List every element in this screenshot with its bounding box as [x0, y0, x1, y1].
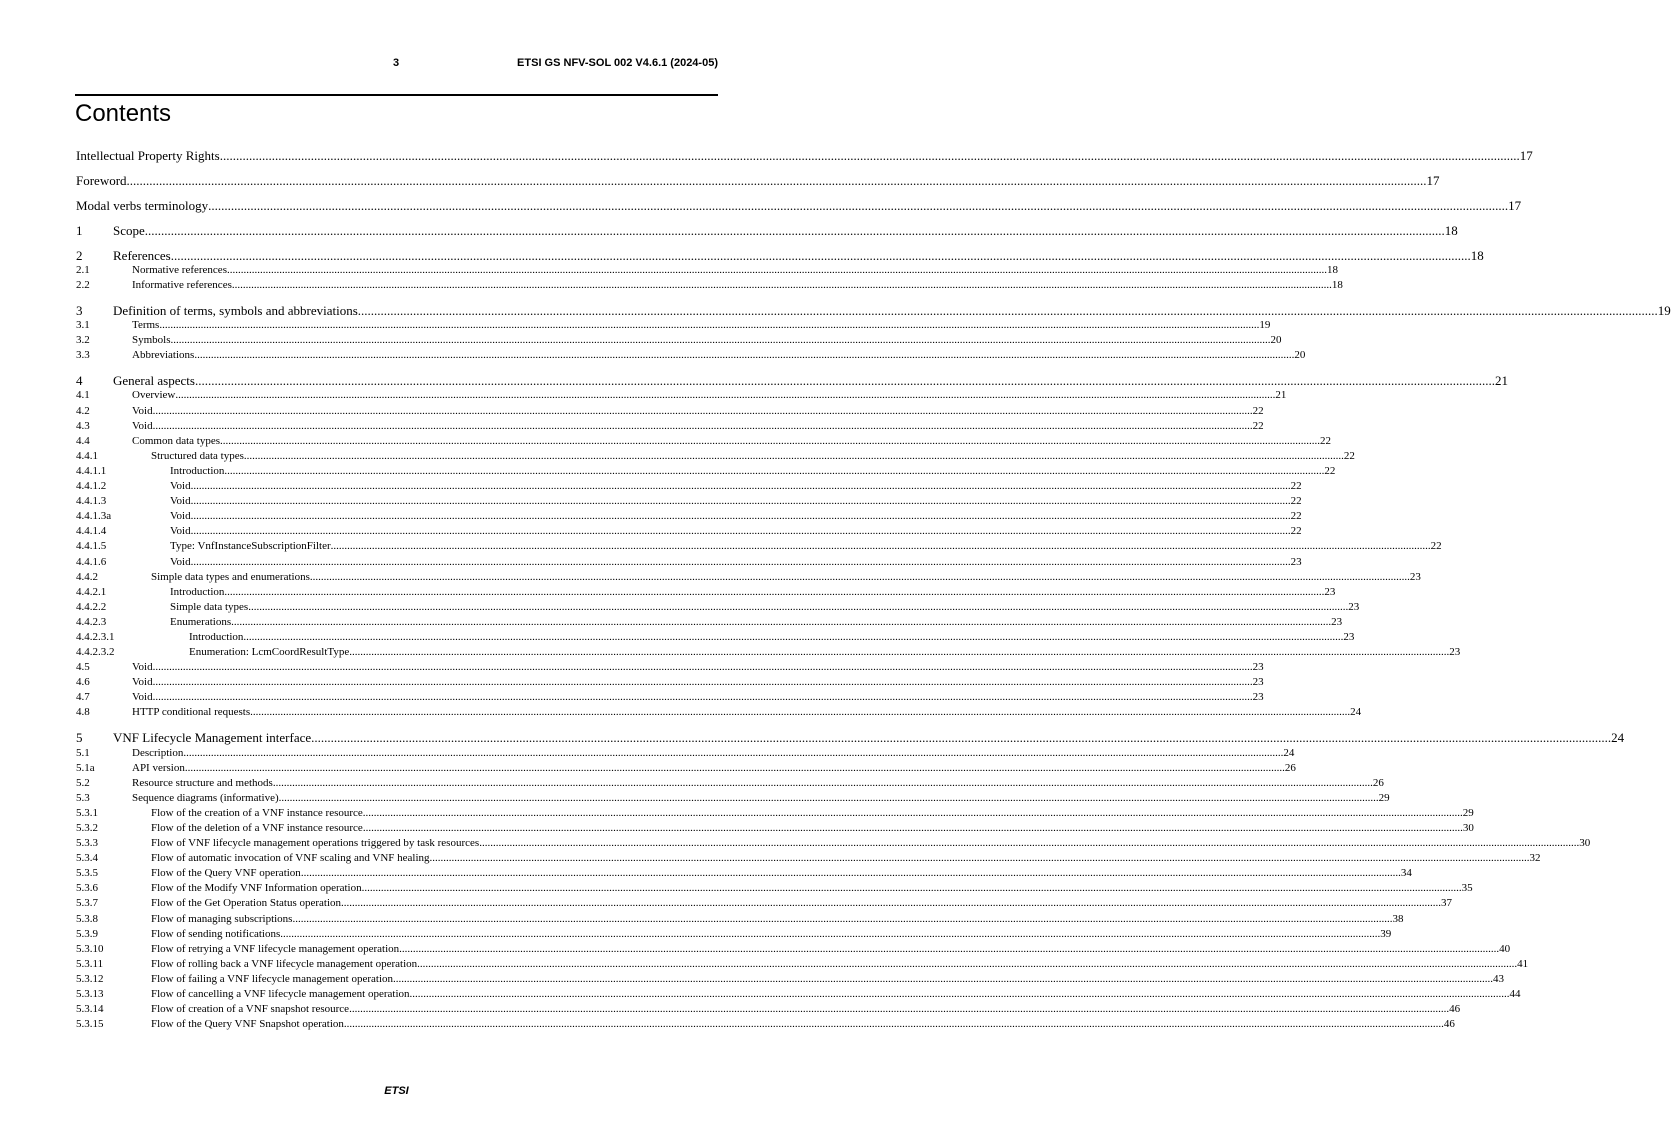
toc-entry-number: 5.1: [76, 746, 90, 759]
dot-leader: ................................................................................................................................................................................................................................................................................................................................................................................................................: [300, 867, 1401, 880]
toc-entry[interactable]: [76, 494, 1302, 509]
dot-leader: ................................................................................................................................................................................................................................................................................................................................................................................................................: [224, 464, 1325, 477]
dot-leader: ................................................................................................................................................................................................................................................................................................................................................................................................................: [330, 540, 1431, 553]
dot-leader: ................................................................................................................................................................................................................................................................................................................................................................................................................: [152, 661, 1253, 674]
toc-entry[interactable]: [76, 464, 1336, 479]
dot-leader: ................................................................................................................................................................................................................................................................................................................................................................................................................: [349, 646, 1450, 659]
toc-entry-title: Flow of the Query VNF operation: [151, 867, 301, 880]
toc-entry-number: 5.1a: [76, 761, 95, 774]
toc-entry-title: Void: [170, 525, 191, 538]
toc-entry-title: Abbreviations: [132, 349, 195, 362]
toc-entry[interactable]: [76, 509, 1302, 524]
toc-entry-page: 22: [1343, 449, 1355, 462]
dot-leader: ................................................................................................................................................................................................................................................................................................................................................................................................................: [362, 821, 1463, 834]
toc-entry-title: Flow of sending notifications: [151, 927, 281, 940]
dot-leader: ................................................................................................................................................................................................................................................................................................................................................................................................................: [190, 555, 1291, 568]
toc-entry[interactable]: [76, 333, 1282, 348]
toc-entry-number: 2.1: [76, 264, 90, 277]
toc-entry-number: 5.2: [76, 776, 90, 789]
toc-entry-number: 5.3.12: [76, 972, 104, 985]
toc-entry-number: 4.4: [76, 434, 90, 447]
toc-entry-title: Flow of the Modify VNF Information operation: [151, 882, 362, 895]
toc-entry-page: 22: [1430, 540, 1442, 553]
toc-entry-number: 5.3.14: [76, 1003, 104, 1016]
dot-leader: ................................................................................................................................................................................................................................................................................................................................................................................................................: [243, 449, 1344, 462]
toc-entry-page: 23: [1252, 691, 1264, 704]
toc-entry-title: Type: VnfInstanceSubscriptionFilter: [170, 540, 331, 553]
toc-entry[interactable]: [76, 404, 1264, 419]
toc-entry-title: Sequence diagrams (informative): [132, 791, 279, 804]
dot-leader: ................................................................................................................................................................................................................................................................................................................................................................................................................: [219, 148, 1520, 163]
toc-entry-page: 18: [1331, 279, 1343, 292]
toc-entry-page: 26: [1284, 761, 1296, 774]
toc-entry-number: 2.2: [76, 279, 90, 292]
toc-entry-number: 5.3.2: [76, 821, 98, 834]
toc-entry-number: 5.3.3: [76, 837, 98, 850]
dot-leader: ................................................................................................................................................................................................................................................................................................................................................................................................................: [231, 615, 1332, 628]
toc-entry-page: 18: [1470, 247, 1484, 263]
toc-entry-title: Flow of retrying a VNF lifecycle management operation: [151, 942, 400, 955]
toc-entry-number: 3: [76, 303, 83, 319]
toc-entry-number: 2: [76, 247, 83, 263]
toc-entry-number: 4.5: [76, 661, 90, 674]
header-rule: [75, 94, 718, 96]
toc-entry-title: Introduction: [189, 630, 244, 643]
toc-entry[interactable]: [76, 148, 1533, 163]
toc-entry-page: 46: [1443, 1018, 1455, 1031]
toc-entry-number: 3.1: [76, 319, 90, 332]
toc-entry-page: 38: [1392, 912, 1404, 925]
toc-entry-title: Common data types: [132, 434, 220, 447]
toc-entry[interactable]: [76, 434, 1331, 449]
toc-entry-title: Void: [170, 480, 191, 493]
dot-leader: ................................................................................................................................................................................................................................................................................................................................................................................................................: [183, 746, 1284, 759]
toc-entry[interactable]: [76, 836, 1591, 851]
toc-entry-number: 4.4.1.5: [76, 540, 107, 553]
toc-entry[interactable]: [76, 278, 1343, 293]
toc-entry-number: 1: [76, 222, 83, 238]
toc-entry[interactable]: [76, 348, 1306, 363]
toc-entry-page: 35: [1461, 882, 1473, 895]
toc-entry-title: Enumerations: [170, 615, 232, 628]
toc-entry-number: 4.4.1.6: [76, 555, 107, 568]
toc-entry-number: 4.4.1.2: [76, 480, 107, 493]
toc-entry-number: 4.4.2.3.2: [76, 646, 115, 659]
dot-leader: ................................................................................................................................................................................................................................................................................................................................................................................................................: [311, 730, 1612, 746]
toc-entry-page: 21: [1494, 373, 1508, 389]
toc-entry-number: 3.2: [76, 334, 90, 347]
toc-entry-title: Flow of the Get Operation Status operation: [151, 897, 342, 910]
toc-entry[interactable]: [76, 263, 1338, 278]
toc-entry-number: 4.8: [76, 706, 90, 719]
toc-entry[interactable]: [76, 761, 1296, 776]
toc-entry-number: 5.3.9: [76, 927, 98, 940]
toc-entry-title: Void: [170, 510, 191, 523]
dot-leader: ................................................................................................................................................................................................................................................................................................................................................................................................................: [152, 404, 1253, 417]
dot-leader: ................................................................................................................................................................................................................................................................................................................................................................................................................: [309, 570, 1410, 583]
toc-entry-number: 4.4.2.2: [76, 600, 107, 613]
toc-entry-page: 23: [1331, 615, 1343, 628]
toc-entry-number: 5.3.11: [76, 957, 104, 970]
toc-entry-page: 17: [1426, 172, 1440, 188]
toc-entry-number: 4.4.2.3: [76, 615, 107, 628]
table-of-contents: [76, 148, 1671, 1032]
toc-entry-number: 5.3.7: [76, 897, 98, 910]
toc-entry-page: 23: [1252, 676, 1264, 689]
toc-entry-title: Flow of automatic invocation of VNF scaling and VNF healing: [151, 852, 430, 865]
dot-leader: ................................................................................................................................................................................................................................................................................................................................................................................................................: [152, 691, 1253, 704]
toc-entry[interactable]: [76, 388, 1287, 403]
toc-entry-page: 22: [1290, 510, 1302, 523]
toc-entry-title: Void: [132, 419, 153, 432]
dot-leader: ................................................................................................................................................................................................................................................................................................................................................................................................................: [159, 319, 1260, 332]
toc-entry-number: 4.4.1: [76, 449, 98, 462]
dot-leader: ................................................................................................................................................................................................................................................................................................................................................................................................................: [248, 600, 1349, 613]
toc-entry-page: 37: [1441, 897, 1453, 910]
dot-leader: ................................................................................................................................................................................................................................................................................................................................................................................................................: [429, 852, 1530, 865]
toc-entry[interactable]: [76, 570, 1421, 585]
toc-entry-page: 39: [1380, 927, 1392, 940]
toc-entry-title: Flow of the deletion of a VNF instance resource: [151, 821, 363, 834]
toc-entry-page: 29: [1378, 791, 1390, 804]
toc-entry[interactable]: [76, 247, 1484, 263]
toc-entry-page: 23: [1290, 555, 1302, 568]
toc-entry-number: 4.4.2.3.1: [76, 630, 115, 643]
toc-entry[interactable]: [76, 373, 1508, 389]
dot-leader: ................................................................................................................................................................................................................................................................................................................................................................................................................: [417, 957, 1518, 970]
toc-entry[interactable]: [76, 172, 1440, 188]
toc-entry-title: Flow of cancelling a VNF lifecycle management operation: [151, 988, 410, 1001]
dot-leader: ................................................................................................................................................................................................................................................................................................................................................................................................................: [190, 510, 1291, 523]
dot-leader: ................................................................................................................................................................................................................................................................................................................................................................................................................: [272, 776, 1373, 789]
toc-entry-page: 18: [1326, 264, 1338, 277]
dot-leader: ................................................................................................................................................................................................................................................................................................................................................................................................................: [250, 706, 1351, 719]
toc-entry-page: 22: [1324, 464, 1336, 477]
toc-entry-page: 34: [1400, 867, 1412, 880]
toc-entry-number: 5.3.15: [76, 1018, 104, 1031]
toc-entry-page: 22: [1252, 404, 1264, 417]
toc-entry-title: References: [113, 247, 171, 263]
toc-entry-page: 40: [1499, 942, 1511, 955]
toc-entry[interactable]: [76, 896, 1453, 911]
toc-entry-page: 22: [1252, 419, 1264, 432]
toc-entry-page: 32: [1529, 852, 1541, 865]
toc-entry[interactable]: [76, 881, 1473, 896]
footer-etsi: ETSI: [384, 1085, 409, 1097]
toc-entry-page: 19: [1259, 319, 1271, 332]
toc-entry-page: 22: [1290, 480, 1302, 493]
dot-leader: ................................................................................................................................................................................................................................................................................................................................................................................................................: [170, 334, 1271, 347]
toc-entry[interactable]: [76, 419, 1264, 434]
toc-entry-page: 43: [1493, 972, 1505, 985]
toc-entry-page: 24: [1350, 706, 1362, 719]
toc-entry-title: Normative references: [132, 264, 227, 277]
toc-entry-title: Terms: [132, 319, 160, 332]
toc-entry[interactable]: [76, 318, 1271, 333]
toc-entry-title: Flow of failing a VNF lifecycle management operation: [151, 972, 394, 985]
toc-entry[interactable]: [76, 705, 1362, 720]
toc-entry-number: 4.3: [76, 419, 90, 432]
toc-entry-page: 41: [1517, 957, 1529, 970]
toc-entry-page: 19: [1657, 303, 1671, 319]
dot-leader: ................................................................................................................................................................................................................................................................................................................................................................................................................: [409, 988, 1510, 1001]
dot-leader: ................................................................................................................................................................................................................................................................................................................................................................................................................: [349, 1003, 1450, 1016]
dot-leader: ................................................................................................................................................................................................................................................................................................................................................................................................................: [190, 495, 1291, 508]
dot-leader: ................................................................................................................................................................................................................................................................................................................................................................................................................: [190, 525, 1291, 538]
toc-entry-title: Scope: [113, 222, 145, 238]
toc-entry-title: Flow of rolling back a VNF lifecycle management operation: [151, 957, 418, 970]
dot-leader: ................................................................................................................................................................................................................................................................................................................................................................................................................: [194, 349, 1295, 362]
toc-entry-page: 20: [1270, 334, 1282, 347]
toc-entry[interactable]: [76, 197, 1522, 213]
dot-leader: ................................................................................................................................................................................................................................................................................................................................................................................................................: [231, 279, 1332, 292]
toc-entry-title: Foreword: [76, 172, 127, 188]
dot-leader: ................................................................................................................................................................................................................................................................................................................................................................................................................: [226, 264, 1327, 277]
toc-entry-number: 5.3.1: [76, 806, 98, 819]
toc-entry-title: Void: [132, 691, 153, 704]
toc-entry[interactable]: [76, 645, 1461, 660]
toc-entry-number: 5.3.5: [76, 867, 98, 880]
dot-leader: ................................................................................................................................................................................................................................................................................................................................................................................................................: [243, 630, 1344, 643]
document-id: ETSI GS NFV-SOL 002 V4.6.1 (2024-05): [517, 57, 718, 69]
dot-leader: ................................................................................................................................................................................................................................................................................................................................................................................................................: [362, 806, 1463, 819]
toc-entry-page: 23: [1324, 585, 1336, 598]
toc-entry-title: Void: [132, 661, 153, 674]
toc-entry-title: Introduction: [170, 464, 225, 477]
toc-entry[interactable]: [76, 600, 1360, 615]
toc-entry[interactable]: [76, 615, 1343, 630]
dot-leader: ................................................................................................................................................................................................................................................................................................................................................................................................................: [393, 972, 1494, 985]
toc-entry-page: 30: [1462, 821, 1474, 834]
toc-entry-title: Simple data types: [170, 600, 249, 613]
toc-entry[interactable]: [76, 222, 1458, 238]
toc-entry-page: 20: [1294, 349, 1306, 362]
toc-entry[interactable]: [76, 690, 1264, 705]
toc-entry-number: 5.3.4: [76, 852, 98, 865]
dot-leader: ................................................................................................................................................................................................................................................................................................................................................................................................................: [361, 882, 1462, 895]
toc-entry-page: 26: [1372, 776, 1384, 789]
toc-entry[interactable]: [76, 821, 1474, 836]
toc-entry-page: 18: [1444, 222, 1458, 238]
toc-entry-title: HTTP conditional requests: [132, 706, 251, 719]
toc-entry-number: 4: [76, 373, 83, 389]
toc-entry-number: 3.3: [76, 349, 90, 362]
dot-leader: ................................................................................................................................................................................................................................................................................................................................................................................................................: [144, 222, 1445, 238]
toc-entry-number: 5: [76, 730, 83, 746]
dot-leader: ................................................................................................................................................................................................................................................................................................................................................................................................................: [220, 434, 1320, 447]
toc-entry-number: 4.2: [76, 404, 90, 417]
toc-entry[interactable]: [76, 660, 1264, 675]
page-title: Contents: [75, 100, 172, 127]
toc-entry[interactable]: [76, 449, 1355, 464]
toc-entry-page: 23: [1449, 646, 1461, 659]
toc-entry-title: Flow of managing subscriptions: [151, 912, 293, 925]
toc-entry[interactable]: [76, 987, 1521, 1002]
toc-entry-number: 4.4.2: [76, 570, 98, 583]
dot-leader: ................................................................................................................................................................................................................................................................................................................................................................................................................: [208, 197, 1509, 213]
toc-entry[interactable]: [76, 927, 1392, 942]
dot-leader: ................................................................................................................................................................................................................................................................................................................................................................................................................: [152, 419, 1253, 432]
toc-entry-page: 22: [1320, 434, 1331, 447]
toc-entry-page: 23: [1252, 661, 1264, 674]
toc-entry-title: Description: [132, 746, 184, 759]
toc-entry-page: 23: [1343, 630, 1355, 643]
toc-entry-page: 30: [1579, 837, 1591, 850]
toc-entry-title: VNF Lifecycle Management interface: [113, 730, 312, 746]
toc-entry[interactable]: [76, 776, 1384, 791]
toc-entry-title: Simple data types and enumerations: [151, 570, 310, 583]
toc-entry-page: 24: [1611, 730, 1625, 746]
dot-leader: ................................................................................................................................................................................................................................................................................................................................................................................................................: [343, 1018, 1444, 1031]
toc-entry-page: 21: [1275, 389, 1287, 402]
toc-entry[interactable]: [76, 942, 1511, 957]
toc-entry-number: 5.3.8: [76, 912, 98, 925]
toc-entry-title: Flow of creation of a VNF snapshot resource: [151, 1003, 350, 1016]
toc-entry[interactable]: [76, 791, 1390, 806]
toc-entry[interactable]: [76, 630, 1355, 645]
toc-entry-page: 22: [1290, 525, 1302, 538]
toc-entry-number: 4.4.1.3a: [76, 510, 112, 523]
toc-entry-title: Void: [170, 495, 191, 508]
toc-entry-number: 4.4.2.1: [76, 585, 107, 598]
toc-entry-title: Flow of VNF lifecycle management operations triggered by task resources: [151, 837, 480, 850]
toc-entry-page: 17: [1508, 197, 1522, 213]
dot-leader: ................................................................................................................................................................................................................................................................................................................................................................................................................: [152, 676, 1253, 689]
toc-entry-page: 29: [1462, 806, 1474, 819]
dot-leader: ................................................................................................................................................................................................................................................................................................................................................................................................................: [278, 791, 1379, 804]
toc-entry-page: 23: [1348, 600, 1360, 613]
toc-entry[interactable]: [76, 1017, 1455, 1032]
toc-entry-number: 4.1: [76, 389, 90, 402]
toc-entry-title: API version: [132, 761, 185, 774]
toc-entry[interactable]: [76, 912, 1404, 927]
dot-leader: ................................................................................................................................................................................................................................................................................................................................................................................................................: [170, 247, 1471, 263]
toc-entry-page: 17: [1519, 148, 1533, 163]
toc-entry-title: Resource structure and methods: [132, 776, 273, 789]
toc-entry-title: Structured data types: [151, 449, 244, 462]
toc-entry[interactable]: [76, 851, 1541, 866]
toc-entry-title: Void: [170, 555, 191, 568]
dot-leader: ................................................................................................................................................................................................................................................................................................................................................................................................................: [175, 389, 1276, 402]
toc-entry[interactable]: [76, 479, 1302, 494]
dot-leader: ................................................................................................................................................................................................................................................................................................................................................................................................................: [399, 942, 1500, 955]
toc-entry-number: 4.4.1.4: [76, 525, 107, 538]
dot-leader: ................................................................................................................................................................................................................................................................................................................................................................................................................: [126, 172, 1427, 188]
toc-entry[interactable]: [76, 746, 1295, 761]
toc-entry[interactable]: [76, 957, 1529, 972]
toc-entry-number: 4.7: [76, 691, 90, 704]
toc-entry-page: 44: [1509, 988, 1521, 1001]
dot-leader: ................................................................................................................................................................................................................................................................................................................................................................................................................: [194, 373, 1495, 389]
toc-entry-number: 4.4.1.3: [76, 495, 107, 508]
toc-entry-number: 4.6: [76, 676, 90, 689]
page-number: 3: [393, 57, 400, 69]
toc-entry[interactable]: [76, 585, 1336, 600]
toc-entry-title: Enumeration: LcmCoordResultType: [189, 646, 350, 659]
toc-entry-title: Flow of the creation of a VNF instance resource: [151, 806, 363, 819]
toc-entry-page: 22: [1290, 495, 1302, 508]
toc-entry-title: Void: [132, 676, 153, 689]
toc-entry-number: 5.3.10: [76, 942, 104, 955]
dot-leader: ................................................................................................................................................................................................................................................................................................................................................................................................................: [341, 897, 1442, 910]
dot-leader: ................................................................................................................................................................................................................................................................................................................................................................................................................: [224, 585, 1325, 598]
toc-entry-title: Overview: [132, 389, 176, 402]
toc-entry-title: Informative references: [132, 279, 232, 292]
dot-leader: ................................................................................................................................................................................................................................................................................................................................................................................................................: [190, 480, 1291, 493]
toc-entry-page: 46: [1449, 1003, 1461, 1016]
toc-entry[interactable]: [76, 524, 1302, 539]
toc-entry-title: Symbols: [132, 334, 171, 347]
toc-entry[interactable]: [76, 675, 1264, 690]
dot-leader: ................................................................................................................................................................................................................................................................................................................................................................................................................: [292, 912, 1393, 925]
toc-entry-title: General aspects: [113, 373, 195, 389]
toc-entry-page: 24: [1283, 746, 1295, 759]
dot-leader: ................................................................................................................................................................................................................................................................................................................................................................................................................: [184, 761, 1285, 774]
toc-entry-title: Definition of terms, symbols and abbreviations: [113, 303, 358, 319]
toc-entry[interactable]: [76, 730, 1625, 746]
toc-entry[interactable]: [76, 539, 1442, 554]
toc-entry-page: 23: [1409, 570, 1421, 583]
toc-entry-title: Flow of the Query VNF Snapshot operation: [151, 1018, 344, 1031]
toc-entry[interactable]: [76, 1002, 1461, 1017]
toc-entry-number: 4.4.1.1: [76, 464, 107, 477]
toc-entry-title: Modal verbs terminology: [76, 197, 209, 213]
toc-entry-number: 5.3.13: [76, 988, 104, 1001]
toc-entry[interactable]: [76, 555, 1302, 570]
toc-entry-number: 5.3.6: [76, 882, 98, 895]
toc-entry-number: 5.3: [76, 791, 90, 804]
toc-entry-title: Introduction: [170, 585, 225, 598]
toc-entry[interactable]: [76, 972, 1505, 987]
dot-leader: ................................................................................................................................................................................................................................................................................................................................................................................................................: [357, 303, 1658, 319]
toc-entry[interactable]: [76, 303, 1671, 319]
dot-leader: ................................................................................................................................................................................................................................................................................................................................................................................................................: [479, 837, 1580, 850]
toc-entry[interactable]: [76, 866, 1412, 881]
toc-entry[interactable]: [76, 806, 1474, 821]
toc-entry-title: Intellectual Property Rights: [76, 148, 220, 163]
dot-leader: ................................................................................................................................................................................................................................................................................................................................................................................................................: [280, 927, 1381, 940]
toc-entry-title: Void: [132, 404, 153, 417]
